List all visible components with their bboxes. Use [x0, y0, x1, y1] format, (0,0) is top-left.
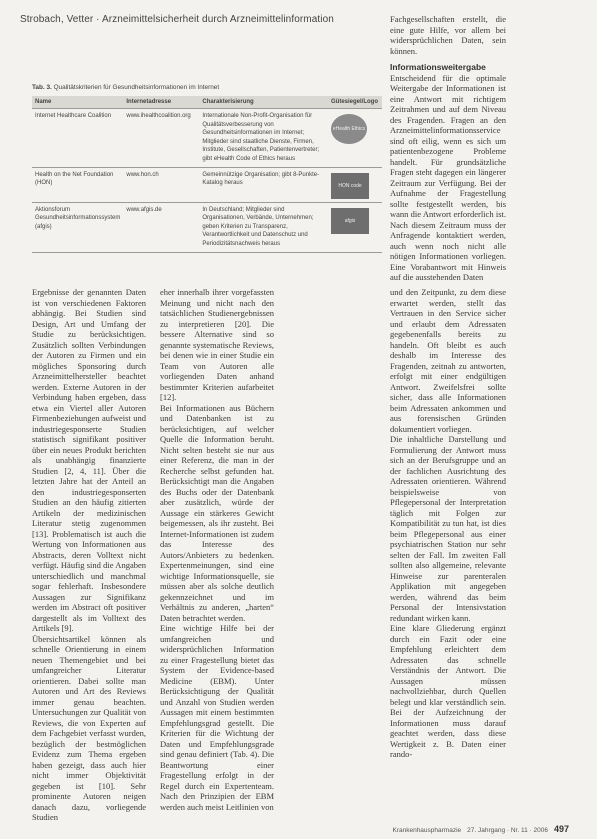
page-number: 497 [553, 824, 569, 834]
table-cell-seal [328, 202, 382, 252]
afgis-seal-logo: afgis [331, 208, 369, 234]
table-caption-label: Tab. 3. [32, 84, 52, 91]
page-footer [392, 824, 569, 834]
paragraph: Übersichtsartikel können als schnelle Orientierung in einem neuen Themengebiet und bei umfangreicher Literatur orientieren. Dabei sollte man Autoren und Art des Reviews immer genau beachten. Untersuchungen zur Qualität von Reviews, die von Experten auf dem Fachgebiet verfasst wurden, bezüglich der bestmöglichen Evidenz zum Thema ergeben haben gezeigt, dass auch hier nicht immer Objektivität gegeben ist [10]. Sehr prominente Autoren neigen danach dazu, vorliegende Studien [32, 633, 146, 822]
table-cell-description: Gemeinnützige Organisation; gibt 8-Punkte-Katalog heraus [199, 167, 328, 202]
hon-seal-logo: HON code [331, 173, 369, 199]
table-row [32, 167, 382, 202]
table-caption [32, 84, 382, 91]
paragraph: Entscheidend für die optimale Weitergabe der Informationen ist eine Antwort mit richtigem Zeitrahmen und auf dem Niveau des Fragenden. Fragen an den Arzneimittelinformationsservice sind oft eilig, wenn es sich um patientenbezogene Probleme handelt. Für grundsätzliche Fragen steht dagegen ein längerer Zeitraum zur Verfügung. Bei der Aufnahme der Fragestellung sollte festgestellt werden, bis wann die Antwort erforderlich ist. Nach diesem Zeitraum muss der Anfragende kontaktiert werden, auch wenn noch nicht alle nötigen Informationen vorliegen. Eine Vorabantwort mit Hinweis auf die ausstehenden Daten [390, 72, 506, 282]
body-column-middle [160, 287, 274, 812]
paragraph: Fachgesellschaften erstellt, die eine gute Hilfe, vor allem bei widersprüchlichen Daten, sein können. [390, 14, 506, 56]
body-column-right-top [390, 14, 506, 283]
section-heading: Informationsweitergabe [390, 62, 486, 72]
journal-name: Krankenhauspharmazie [392, 827, 462, 834]
table-header-seal: Gütesiegel/Logo [328, 96, 382, 109]
table-cell-url: www.ihealthcoalition.org [123, 109, 199, 168]
table-caption-text: Qualitätskriterien für Gesundheitsinformationen im Internet [53, 84, 220, 91]
table-cell-name: Aktionsforum Gesundheitsinformationssystem (afgis) [32, 202, 123, 252]
table-header-url: Internetadresse [123, 96, 199, 109]
paragraph: Ergebnisse der genannten Daten ist von verschiedenen Faktoren abhängig. Bei Studien sind Design, Art und Umfang der Studie zu berücksichtigen. Zusätzlich sollten Verbindungen der Autoren zu Firmen und ein mögliches Sponsoring durch Arzneimittelhersteller beachtet werden. Externe Autoren in der Verbindung haben ergeben, dass etwa ein Viertel aller Autoren Firmenbeziehungen aufweist und industriegesponserte Studien statistisch signifikant positiver über ein neues Produkt berichten als unabhängig finanzierte Studien [2, 4, 11]. Über die letzten Jahre hat der Anteil an den industriegesponserten Studien an den häufig zitierten Artikeln der medizinischen Literatur stetig zugenommen [13]. Problematisch ist auch die Wertung von Informationen aus Abstracts, deren Volltext nicht verfügt. Häufig sind die Angaben unterschiedlich und manchmal sogar fehlerhaft. Insbesondere Aussagen zur Signifikanz werden im Abstract oft positiver dargestellt als im Volltext des Artikels [9]. [32, 287, 146, 633]
journal-issue: 27. Jahrgang · Nr. 11 · 2006 [467, 827, 548, 834]
table-header-name: Name [32, 96, 123, 109]
table-cell-description: Internationale Non-Profit-Organisation für Qualitätsverbesserung von Gesundheitsinformationen im Internet; Mitglieder sind staatliche Dienste, Firmen, Institute, Gesellschaften, Patientenvertreter; gibt eHealth Code of Ethics heraus [199, 109, 328, 168]
body-column-right-bottom [390, 287, 506, 760]
table-cell-seal [328, 167, 382, 202]
ehealth-seal-logo: eHealth Ethics [331, 114, 367, 144]
table-cell-seal [328, 109, 382, 168]
table-cell-description: In Deutschland; Mitglieder sind Organisationen, Verbände, Unternehmen; geben Kriterien zu Transparenz, Verantwortlichkeit und Datenschutz und Periodizitätsnachweis heraus [199, 202, 328, 252]
table-cell-url: www.hon.ch [123, 167, 199, 202]
paragraph: eher innerhalb ihrer vorgefassten Meinung und nicht nach den tatsächlichen Studienergebnissen zu interpretieren [20]. Die bessere Alternative sind so genannte systematische Reviews, bei denen wie in einer Studie ein Team von Autoren alle vorliegenden Daten anhand bestimmter Kriterien aufarbeitet [12]. [160, 287, 274, 402]
quality-criteria-table [32, 96, 382, 253]
paragraph: und den Zeitpunkt, zu dem diese erwartet werden, stellt das Vertrauen in den Service sicher und erlaubt dem Adressaten gegebenenfalls bereits zu handeln. Oft bleibt es auch deshalb im Interesse des Fragenden, zeitnah zu antworten, erfolgt mit einer endgültigen Antwort. Zweifelsfrei sollte sicher, dass alle Informationen beim Adressaten ankommen und aus forensischen Gründen dokumentiert vorliegen. [390, 287, 506, 434]
table-row [32, 202, 382, 252]
table-row [32, 109, 382, 168]
body-column-left [32, 287, 146, 823]
paragraph: Eine klare Gliederung ergänzt durch ein Fazit oder eine Empfehlung erleichtert dem Adressaten das schnelle Verständnis der Antwort. Die Aussagen müssen nachvollziehbar, durch Quellen belegt und klar verständlich sein. Bei der Aufzeichnung der Informationen muss darauf geachtet werden, dass diese Wertigkeit z. B. Daten einer rando- [390, 623, 506, 759]
paragraph: Die inhaltliche Darstellung und Formulierung der Antwort muss sich an der Berufsgruppe und an der fachlichen Ausrichtung des Adressaten orientieren. Während beispielsweise von Pflegepersonal der Interpretation täglich mit Folgen zur Kompatibilität zu tun hat, ist dies beim Pflegepersonal aus einer psychiatrischen Station nur sehr selten der Fall. Im zweiten Fall sollten also allgemeine, relevante Hinweise zur parenteralen Applikation mit angegeben werden, während das beim Personal der Intensivstation redundant wirken kann. [390, 434, 506, 623]
table-cell-url: www.afgis.de [123, 202, 199, 252]
running-head: Strobach, Vetter · Arzneimittelsicherheit durch Arzneimittelinformation [20, 14, 334, 25]
paragraph: Bei Informationen aus Büchern und Datenbanken ist zu berücksichtigen, auf welcher Quelle die Information beruht. Nicht selten besteht sie nur aus einer Referenz, die man in der Recherche selbst gefunden hat. Berücksichtigt man die Angaben des Buchs oder der Datenbank aber zusätzlich, würde der Aussage ein stärkeres Gewicht beigemessen, als ihr zusteht. Bei Internet-Informationen ist zudem das Interesse des Autors/Anbieters zu bedenken. Expertenmeinungen, sind eine wichtige Informationsquelle, sie müssen aber als solche deutlich gekennzeichnet und im Verhältnis zu anderen, „harten“ Daten betrachtet werden. [160, 402, 274, 623]
table-header-description: Charakterisierung [199, 96, 328, 109]
table-header-row [32, 96, 382, 109]
table-cell-name: Health on the Net Foundation (HON) [32, 167, 123, 202]
paragraph: Eine wichtige Hilfe bei der umfangreichen und widersprüchlichen Information zu einer Fragestellung bietet das System der Evidence-based Medicine (EBM). Unter Berücksichtigung der Qualität und Anzahl von Studien werden Aussagen mit einem bestimmten Empfehlungsgrad gestellt. Die Kriterien für die Wichtung der Daten und Empfehlungsgrade sind genau definiert (Tab. 4). Die Beantwortung einer Fragestellung erfolgt in der Regel durch ein Expertenteam. Nach den Prinzipien der EBM werden auch meist Leitlinien von [160, 623, 274, 812]
table-cell-name: Internet Healthcare Coalition [32, 109, 123, 168]
